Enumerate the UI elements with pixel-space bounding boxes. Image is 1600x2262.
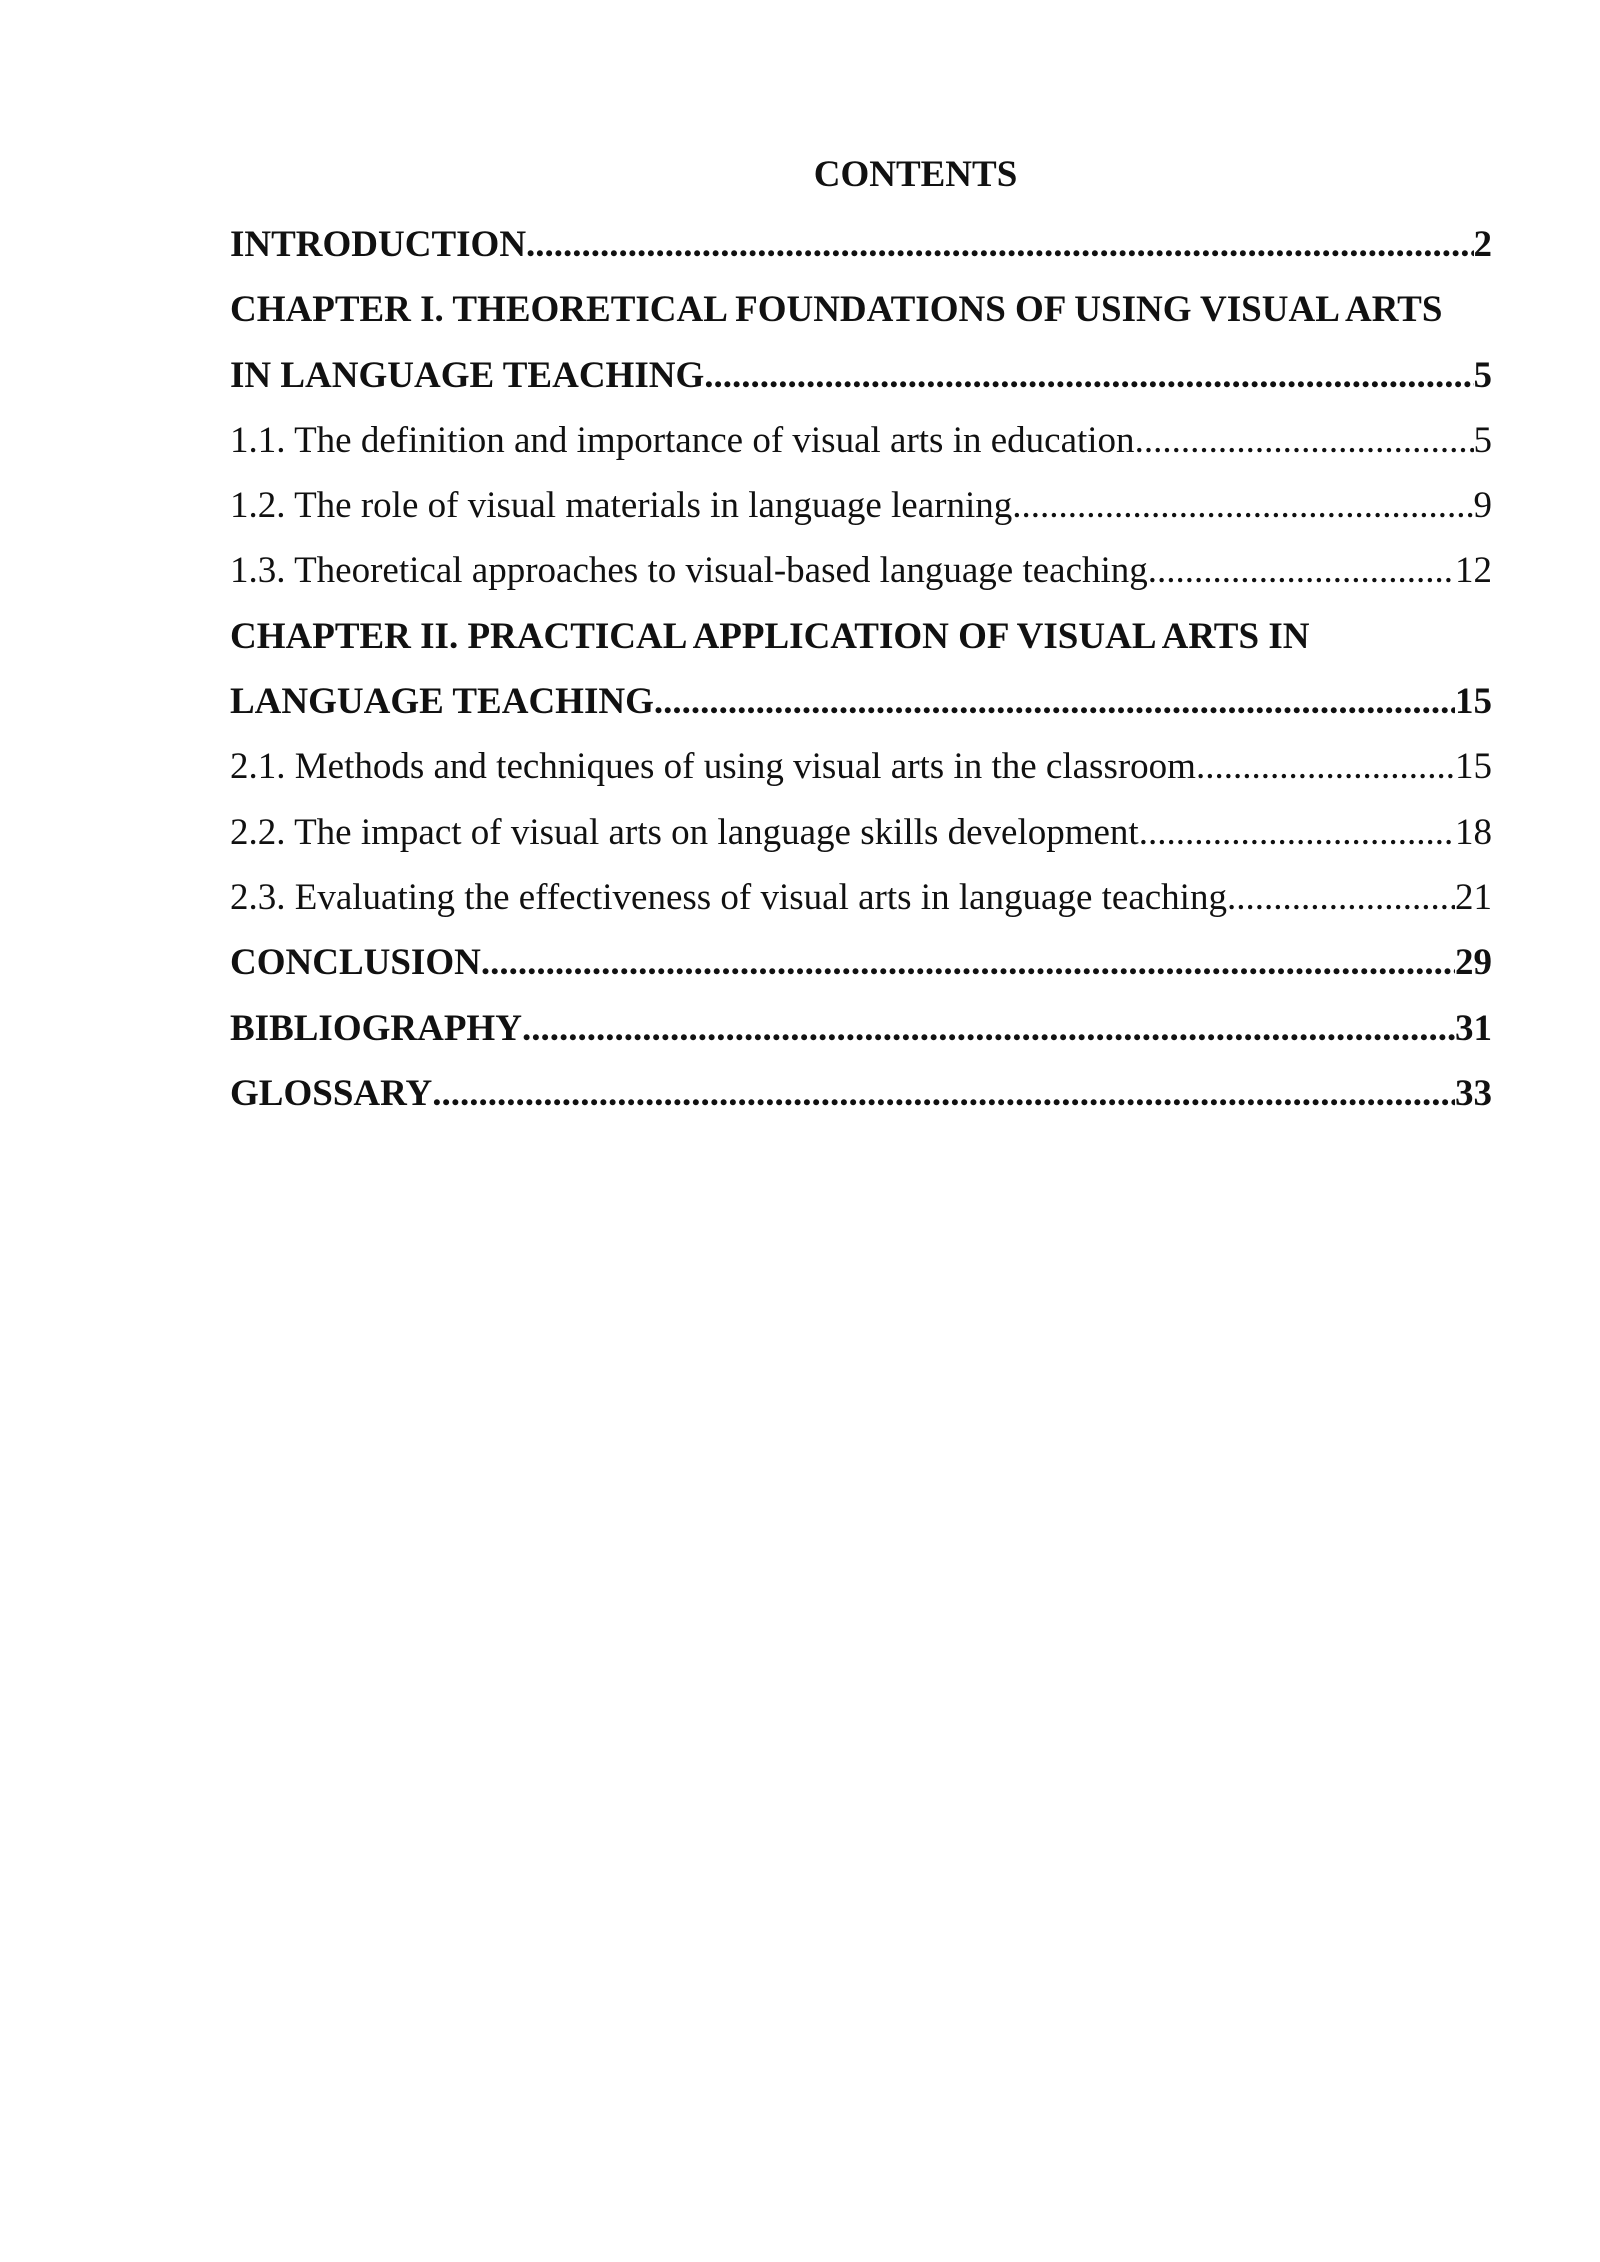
toc-page-number: 29 xyxy=(1455,942,1492,984)
toc-entry-label: 2.3. Evaluating the effectiveness of visual arts in language teaching xyxy=(230,876,1227,918)
dot-leader xyxy=(654,669,1455,734)
table-of-contents xyxy=(230,148,1492,1126)
toc-page-number: 5 xyxy=(1473,354,1492,396)
toc-entry-label: 1.2. The role of visual materials in language learning xyxy=(230,485,1013,527)
dot-leader xyxy=(432,1061,1455,1126)
toc-entry-bibliography[interactable] xyxy=(230,996,1492,1061)
toc-entry-chapter-1[interactable] xyxy=(230,277,1492,408)
toc-entry-label: BIBLIOGRAPHY xyxy=(230,1007,522,1049)
toc-page-number: 15 xyxy=(1455,681,1492,723)
toc-entry-chapter-2[interactable] xyxy=(230,604,1492,735)
toc-page-number: 31 xyxy=(1455,1007,1492,1049)
toc-entry-section-2-2[interactable] xyxy=(230,800,1492,865)
toc-entry-section-1-3[interactable] xyxy=(230,538,1492,603)
dot-leader xyxy=(1227,865,1455,930)
toc-entry-label: 2.2. The impact of visual arts on language skills development xyxy=(230,811,1139,853)
toc-title: CONTENTS xyxy=(813,154,1018,195)
toc-page-number: 9 xyxy=(1473,485,1492,527)
toc-entry-section-2-3[interactable] xyxy=(230,865,1492,930)
toc-entry-glossary[interactable] xyxy=(230,1061,1492,1126)
toc-entry-label-line2: LANGUAGE TEACHING xyxy=(230,681,654,723)
dot-leader xyxy=(1148,538,1455,603)
toc-entry-label: CONCLUSION xyxy=(230,942,481,984)
dot-leader xyxy=(526,212,1473,277)
toc-entry-introduction[interactable] xyxy=(230,212,1492,277)
toc-page-number: 2 xyxy=(1473,224,1492,265)
dot-leader xyxy=(1012,473,1473,538)
toc-entry-section-1-1[interactable] xyxy=(230,408,1492,473)
toc-entry-label: 1.3. Theoretical approaches to visual-based language teaching xyxy=(230,550,1148,592)
dot-leader xyxy=(1196,734,1455,799)
dot-leader xyxy=(522,996,1455,1061)
dot-leader xyxy=(481,930,1455,995)
toc-page-number: 5 xyxy=(1473,419,1492,461)
toc-entry-section-2-1[interactable] xyxy=(230,734,1492,799)
toc-entry-label: GLOSSARY xyxy=(230,1072,433,1114)
toc-entry-label-line1: CHAPTER II. PRACTICAL APPLICATION OF VISUAL ARTS IN xyxy=(230,615,1310,657)
toc-entry-label: INTRODUCTION xyxy=(230,224,527,265)
toc-page-number: 21 xyxy=(1455,876,1492,918)
toc-entry-conclusion[interactable] xyxy=(230,930,1492,995)
toc-entry-section-1-2[interactable] xyxy=(230,473,1492,538)
dot-leader xyxy=(704,343,1473,408)
toc-entry-label-line2: IN LANGUAGE TEACHING xyxy=(230,354,705,396)
toc-page-number: 12 xyxy=(1455,550,1492,592)
dot-leader xyxy=(1139,800,1455,865)
toc-page-number: 33 xyxy=(1455,1072,1492,1114)
toc-entry-label: 1.1. The definition and importance of visual arts in education xyxy=(230,419,1135,461)
toc-page-number: 15 xyxy=(1455,746,1492,788)
toc-entry-label: 2.1. Methods and techniques of using visual arts in the classroom xyxy=(230,746,1196,788)
toc-entry-label-line1: CHAPTER I. THEORETICAL FOUNDATIONS OF USING VISUAL ARTS xyxy=(230,289,1443,331)
dot-leader xyxy=(1135,408,1474,473)
toc-page-number: 18 xyxy=(1455,811,1492,853)
